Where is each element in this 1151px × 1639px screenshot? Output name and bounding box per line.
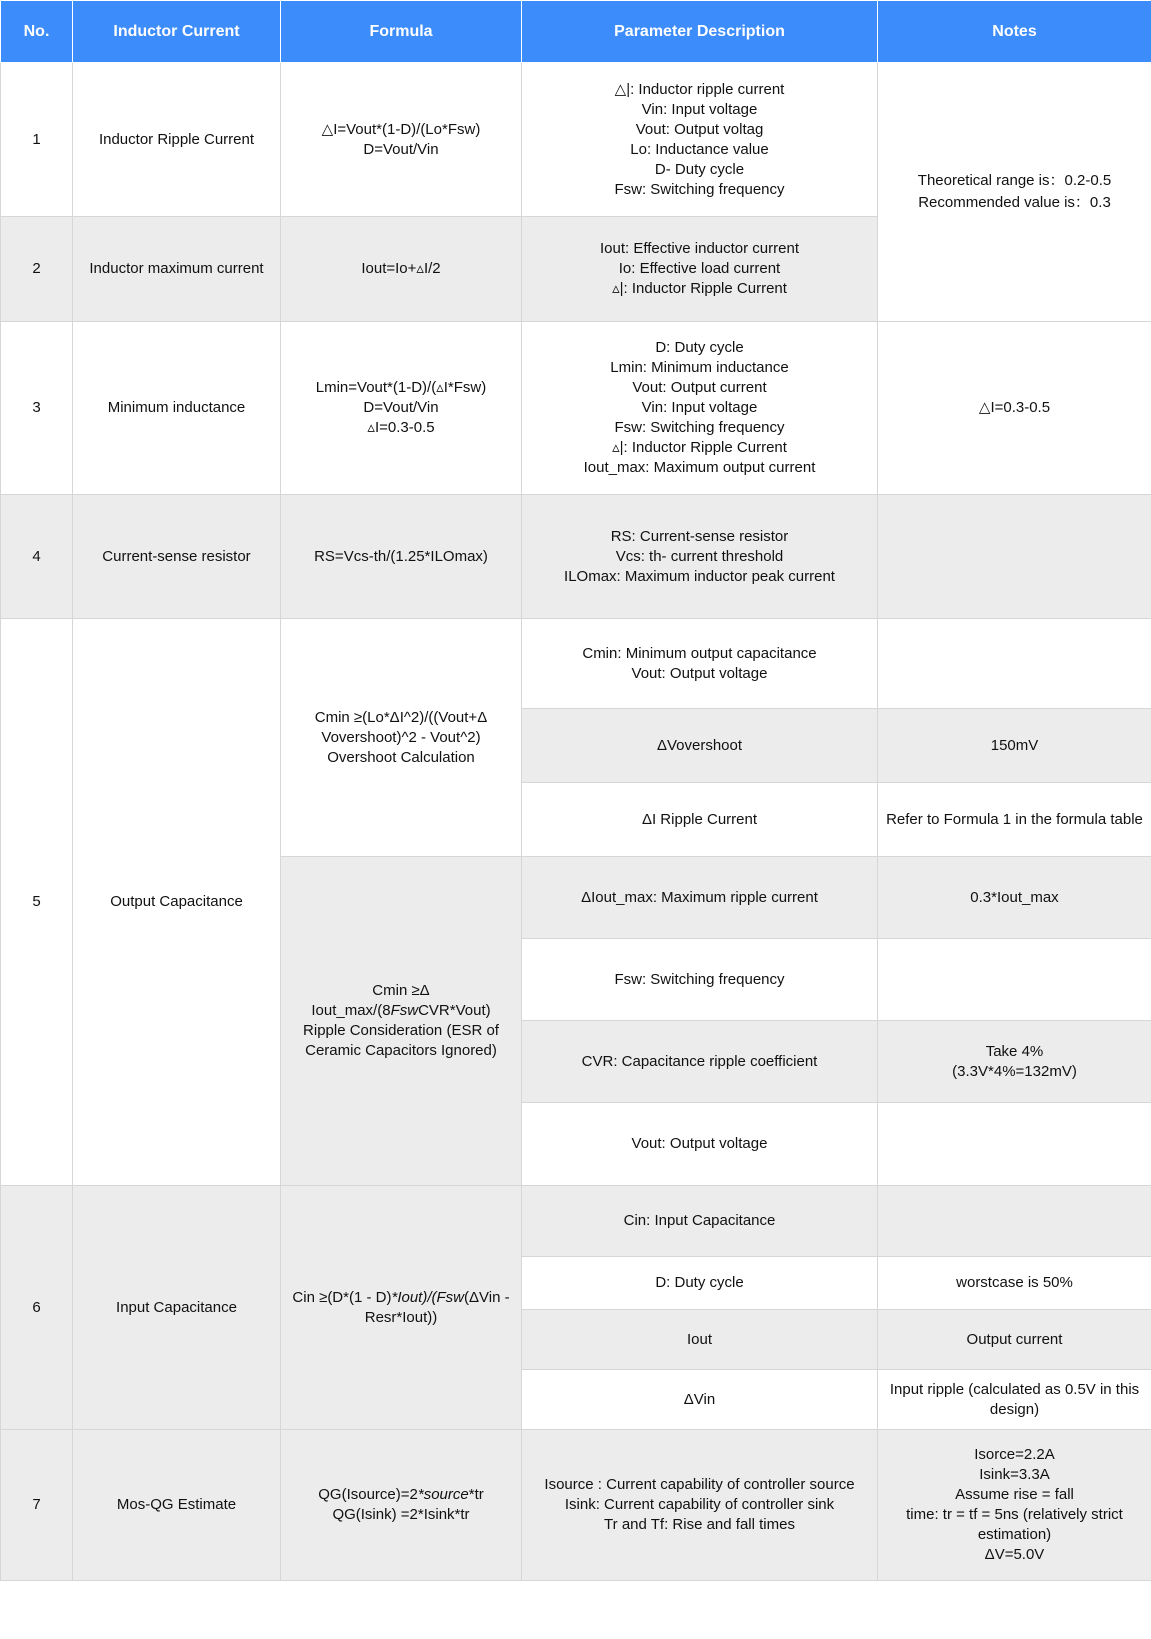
row5-note [878,939,1151,1021]
row4-name: Current-sense resistor [73,495,281,619]
row7-formula [281,1430,522,1581]
table-row [1,63,1151,217]
row7-name: Mos-QG Estimate [73,1430,281,1581]
row6-formula-b: (ΔVin - Resr*Iout)) [364,1288,510,1326]
table-row [1,619,1151,709]
row5-no: 5 [1,619,73,1186]
row1-no: 1 [1,63,73,217]
row5-param: Vout: Output voltage [522,1103,878,1186]
header-formula: Formula [281,1,522,63]
row5-formula-ripple-italic: Fsw [390,1002,419,1019]
header-parameter-description: Parameter Description [522,1,878,63]
row3-no: 3 [1,322,73,495]
row7-formula-b: *tr QG(Isink) =2*Isink*tr [332,1486,484,1523]
row3-name: Minimum inductance [73,322,281,495]
row6-param: ΔVin [522,1370,878,1430]
row5-note: Refer to Formula 1 in the formula table [878,783,1151,857]
row5-param: ΔI Ripple Current [522,783,878,857]
table-row [1,322,1151,495]
table-row [1,495,1151,619]
header-row [1,1,1151,63]
row5-param: CVR: Capacitance ripple coefficient [522,1021,878,1103]
row6-param: D: Duty cycle [522,1257,878,1310]
row6-param: Cin: Input Capacitance [522,1186,878,1257]
row6-note: Output current [878,1310,1151,1370]
row4-params: RS: Current-sense resistor Vcs: th- current threshold ILOmax: Maximum inductor peak current [522,495,878,619]
row6-name: Input Capacitance [73,1186,281,1430]
row4-no: 4 [1,495,73,619]
row7-formula-a: QG(Isource)=2 [318,1486,418,1503]
row7-no: 7 [1,1430,73,1581]
row6-note [878,1186,1151,1257]
row5-param: Cmin: Minimum output capacitance Vout: Output voltage [522,619,878,709]
table-row [1,1186,1151,1257]
row5-name: Output Capacitance [73,619,281,1186]
row2-formula: Iout=Io+▵I/2 [281,217,522,322]
row2-no: 2 [1,217,73,322]
row6-formula-italic: *Iout)/(Fsw [391,1288,464,1306]
row6-no: 6 [1,1186,73,1430]
row4-formula: RS=Vcs-th/(1.25*ILOmax) [281,495,522,619]
row5-note: Take 4% (3.3V*4%=132mV) [878,1021,1151,1103]
row6-note: worstcase is 50% [878,1257,1151,1310]
row5-note: 150mV [878,709,1151,783]
row7-params: Isource : Current capability of controller source Isink: Current capability of controller sink Tr and Tf: Rise and fall times [522,1430,878,1581]
row3-formula: Lmin=Vout*(1-D)/(▵I*Fsw) D=Vout/Vin ▵I=0.3-0.5 [281,322,522,495]
header-inductor-current: Inductor Current [73,1,281,63]
table-row [1,1430,1151,1581]
row2-params: Iout: Effective inductor current Io: Effective load current ▵|: Inductor Ripple Current [522,217,878,322]
row1-formula: △I=Vout*(1-D)/(Lo*Fsw) D=Vout/Vin [281,63,522,217]
row3-notes: △I=0.3-0.5 [878,322,1151,495]
row4-notes [878,495,1151,619]
row6-note: Input ripple (calculated as 0.5V in this design) [878,1370,1151,1430]
row5-formula-ripple [281,857,522,1186]
row5-formula-ripple-b: CVR*Vout) Ripple Consideration (ESR of Ceramic Capacitors Ignored) [303,1002,499,1059]
row5-param: ΔIout_max: Maximum ripple current [522,857,878,939]
row7-notes: Isorce=2.2A Isink=3.3A Assume rise = fall time: tr = tf = 5ns (relatively strict estimation) ΔV=5.0V [878,1430,1151,1581]
header-notes: Notes [878,1,1151,63]
row5-note [878,619,1151,709]
row5-formula-overshoot: Cmin ≥(Lo*ΔI^2)/((Vout+Δ Vovershoot)^2 - Vout^2) Overshoot Calculation [281,619,522,857]
row1-name: Inductor Ripple Current [73,63,281,217]
header-no: No. [1,1,73,63]
row1-2-notes: Theoretical range is：0.2-0.5 Recommended value is：0.3 [878,63,1151,322]
row5-param: ΔVovershoot [522,709,878,783]
row5-note [878,1103,1151,1186]
row5-param: Fsw: Switching frequency [522,939,878,1021]
row5-formula-ripple-a: Cmin ≥Δ Iout_max/(8 [311,982,430,1019]
row3-params: D: Duty cycle Lmin: Minimum inductance Vout: Output current Vin: Input voltage Fsw: Switching frequency ▵|: Inductor Ripple Current Iout_max: Maximum output current [522,322,878,495]
row6-param: Iout [522,1310,878,1370]
row6-formula [281,1186,522,1430]
row7-formula-italic: *source [417,1486,469,1503]
row1-params: △|: Inductor ripple current Vin: Input voltage Vout: Output voltag Lo: Inductance value D- Duty cycle Fsw: Switching frequency [522,63,878,217]
row6-formula-a: Cin ≥(D*(1 - D) [292,1288,392,1306]
row5-note: 0.3*Iout_max [878,857,1151,939]
row2-name: Inductor maximum current [73,217,281,322]
